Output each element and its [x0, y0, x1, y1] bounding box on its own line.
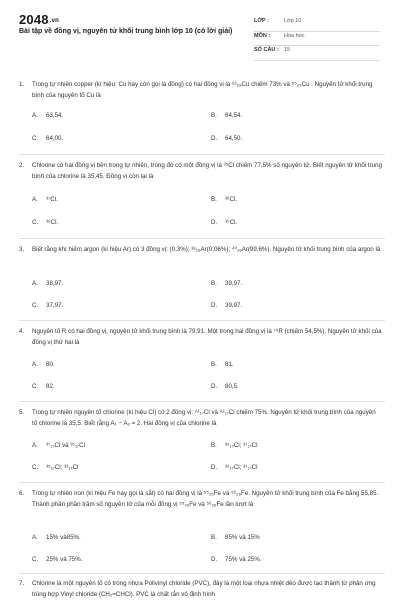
question-number: 2.	[19, 162, 25, 169]
meta-key: LỚP :	[254, 18, 269, 24]
option-b[interactable]: B. 85% và 15%	[211, 534, 260, 541]
meta-value: 15	[284, 47, 291, 53]
option-d[interactable]: D. 64,50.	[211, 135, 243, 142]
option-b[interactable]: B. 64,54.	[211, 112, 243, 119]
meta-row-class	[254, 17, 380, 32]
page-header	[0, 0, 400, 70]
question-number: 4.	[19, 328, 25, 335]
divider	[19, 482, 385, 483]
question-text: Trong tự nhiên copper (kí hiệu: Cu hay còn gọi là đồng) có hai đồng vị là ⁶³₂₉Cu chiếm 73% và ⁶⁵₂₉Cu . Nguyên tử khối trung bình của nguyên tố Cu là	[32, 81, 373, 99]
option-a[interactable]: A. 15% và85%.	[32, 534, 81, 541]
option-c[interactable]: C. ³⁸Cl.	[32, 219, 59, 226]
question-number: 1.	[19, 81, 25, 88]
option-a[interactable]: A. 38,97.	[32, 280, 64, 287]
question-number: 6.	[19, 490, 25, 497]
option-a[interactable]: A. ³⁷₁₇Cl và ³⁵₁₇Cl	[32, 442, 86, 449]
option-c[interactable]: C. 37,97.	[32, 302, 64, 309]
option-a[interactable]: A. 63,54.	[32, 112, 64, 119]
option-b[interactable]: B. 81.	[211, 361, 234, 368]
option-d[interactable]: D. ³⁵₁₇Cl; ³⁷₁₇Cl	[211, 464, 258, 471]
option-d[interactable]: D. 75% và 25%.	[211, 556, 262, 563]
meta-key: MÔN :	[254, 32, 271, 39]
meta-row-count	[254, 46, 380, 61]
question-text: Trong tự nhiên iron (kí hiệu Fe hay gọi là sắt) có hai đồng vị là ⁵⁵₂₆Fe và ⁵⁶₂₆Fe. Nguyên tử khối trung bình của Fe bằng 55,85. Thành phần phần trăm số nguyên tử của mỗi đồng vị ⁵⁵₂₆Fe và ⁵⁶₂₆Fe lần lượt là	[32, 490, 379, 508]
meta-value: Hóa học	[284, 32, 305, 39]
meta-key: SỐ CÂU :	[254, 47, 279, 53]
question-text: Nguyên tố R có hai đồng vị, nguyên tử khối trung bình là 79,91. Một trong hai đồng vị là ⁷⁹R (chiếm 54,5%). Nguyên tử khối của đồng vị thứ hai là	[32, 328, 382, 346]
option-a[interactable]: A. ³⁷Cl.	[32, 196, 58, 203]
question-number: 3.	[19, 246, 25, 253]
option-c[interactable]: C. ³⁵₁₇Cl; ³³₁₇Cl	[32, 464, 79, 471]
divider	[19, 238, 385, 239]
divider	[19, 401, 385, 402]
meta-row-subject	[254, 32, 380, 47]
meta-info	[254, 17, 380, 61]
option-c[interactable]: C. 64,00.	[32, 135, 64, 142]
page-title: Bài tập về đồng vị, nguyên tử khối trung bình lớp 10 (có lời giải)	[19, 28, 233, 35]
option-c[interactable]: C. 82.	[32, 383, 55, 390]
option-d[interactable]: D. 80,5.	[211, 383, 239, 390]
question-text: Chlorine có hai đồng vị bền trong tự nhiên, trong đó có một đồng vị là ³⁵Cl chiếm 77,5% số nguyên tử. Biết nguyên tử khối trung bình của chlorine là 35,45. Đồng vị còn lại là	[32, 162, 383, 180]
divider	[19, 573, 385, 574]
option-c[interactable]: C. 25% và 75%.	[32, 556, 83, 563]
question-number: 5.	[19, 409, 25, 416]
option-b[interactable]: B. ³⁵₁₇Cl; ³⁷₁₇Cl	[211, 442, 258, 449]
option-b[interactable]: B. ³⁶Cl.	[211, 196, 238, 203]
divider	[19, 320, 385, 321]
option-a[interactable]: A. 80.	[32, 361, 55, 368]
question-text: Chlorine là một nguyên tố có trong nhựa Polivinyl chloride (PVC), đây là một loại nhựa nhiệt dẻo được tạo thành từ phản ứng trùng hợp Vinyl chloride (CH₂=CHCl). PVC là chất rắn vô định hình	[32, 580, 376, 598]
meta-value: Lớp 10	[284, 18, 302, 24]
question-number: 7.	[19, 580, 25, 587]
question-text: Biết rằng khí hiếm argon (kí hiệu Ar) có 3 đồng vị: (0,3%); ³⁸₁₈Ar(0,06%); ⁴⁰₁₈Ar(99,6%). Nguyên tử khối trung bình của argon là	[32, 246, 381, 253]
question-text: Trong tự nhiên nguyên tố chlorine (kí hiệu Cl) có 2 đồng vị: ᴬ¹₁₇Cl và ᴬ²₁₇Cl chiếm 75%. Nguyên tử khối trung bình của nguyên tố chlorine là 35,5. Biết rằng A₁ − A₂ = 2. Hai đồng vị của chlorine là	[32, 409, 376, 427]
divider	[19, 154, 385, 155]
site-logo[interactable]: 2048.vn	[19, 12, 60, 27]
option-d[interactable]: D. 39,97.	[211, 302, 243, 309]
option-b[interactable]: B. 39,97.	[211, 280, 243, 287]
option-d[interactable]: D. ³⁹Cl.	[211, 219, 238, 226]
